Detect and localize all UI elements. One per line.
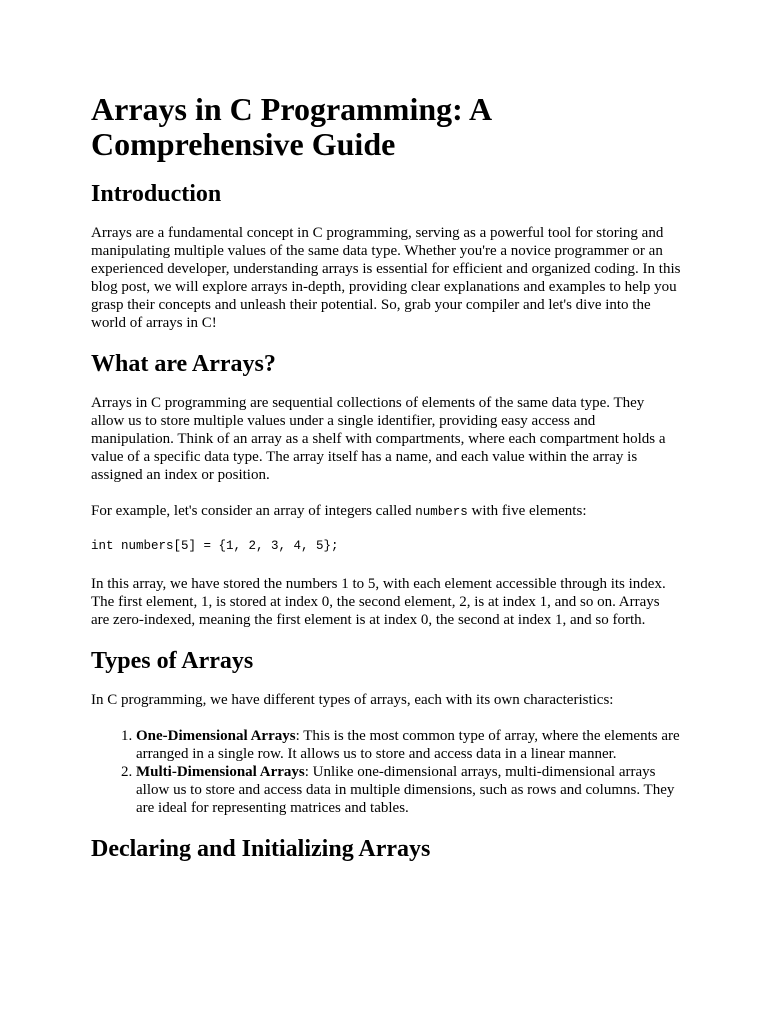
list-item-term: One-Dimensional Arrays: [136, 728, 296, 744]
what-paragraph-1: Arrays in C programming are sequential collections of elements of the same data type. They allow us to store multiple values under a single identifier, providing easy access and manipulation. Think of an array as a shelf with compartments, where each compartment holds a value of a specific data type. The array itself has a name, and each value within the array is assigned an index or position.: [91, 395, 666, 483]
section-heading-declaring-arrays: Declaring and Initializing Arrays: [91, 836, 431, 862]
what-paragraph-2: In this array, we have stored the numbers 1 to 5, with each element accessible through its index. The first element, 1, is stored at index 0, the second element, 2, is at index 1, and so on. Arrays are zero-indexed, meaning the first element is at index 0, the second at index 1, and so forth.: [91, 576, 666, 628]
example-text-before: For example, let's consider an array of integers called: [91, 503, 416, 519]
section-heading-what-are-arrays: What are Arrays?: [91, 351, 276, 377]
section-heading-introduction: Introduction: [91, 181, 222, 207]
types-list: [91, 727, 681, 817]
code-block: int numbers[5] = {1, 2, 3, 4, 5};: [91, 539, 339, 553]
inline-code-numbers: numbers: [415, 505, 468, 519]
example-text-after: with five elements:: [467, 503, 587, 519]
example-paragraph: [91, 502, 681, 521]
section-heading-types-of-arrays: Types of Arrays: [91, 648, 254, 674]
list-item: [136, 763, 681, 817]
intro-paragraph: Arrays are a fundamental concept in C programming, serving as a powerful tool for storing and manipulating multiple values of the same data type. Whether you're a novice programmer or an experienced developer, understanding arrays is essential for efficient and organized coding. In this blog post, we will explore arrays in-depth, providing clear explanations and examples to help you grasp their concepts and unleash their potential. So, grab your compiler and let's dive into the world of arrays in C!: [91, 225, 681, 331]
list-item-term: Multi-Dimensional Arrays: [136, 764, 305, 780]
types-intro-paragraph: In C programming, we have different types of arrays, each with its own characteristics:: [91, 692, 614, 708]
list-item-desc: : This is the most common type of array, where the elements are arranged in a single row. It allows us to store and access data in a linear manner.: [136, 728, 680, 762]
page-title: Arrays in C Programming: A Comprehensive Guide: [91, 91, 491, 162]
list-item: [136, 727, 681, 763]
document-page: [91, 92, 681, 879]
list-item-desc: : Unlike one-dimensional arrays, multi-dimensional arrays allow us to store and access data in multiple dimensions, such as rows and columns. They are ideal for representing matrices and tables.: [136, 764, 675, 816]
